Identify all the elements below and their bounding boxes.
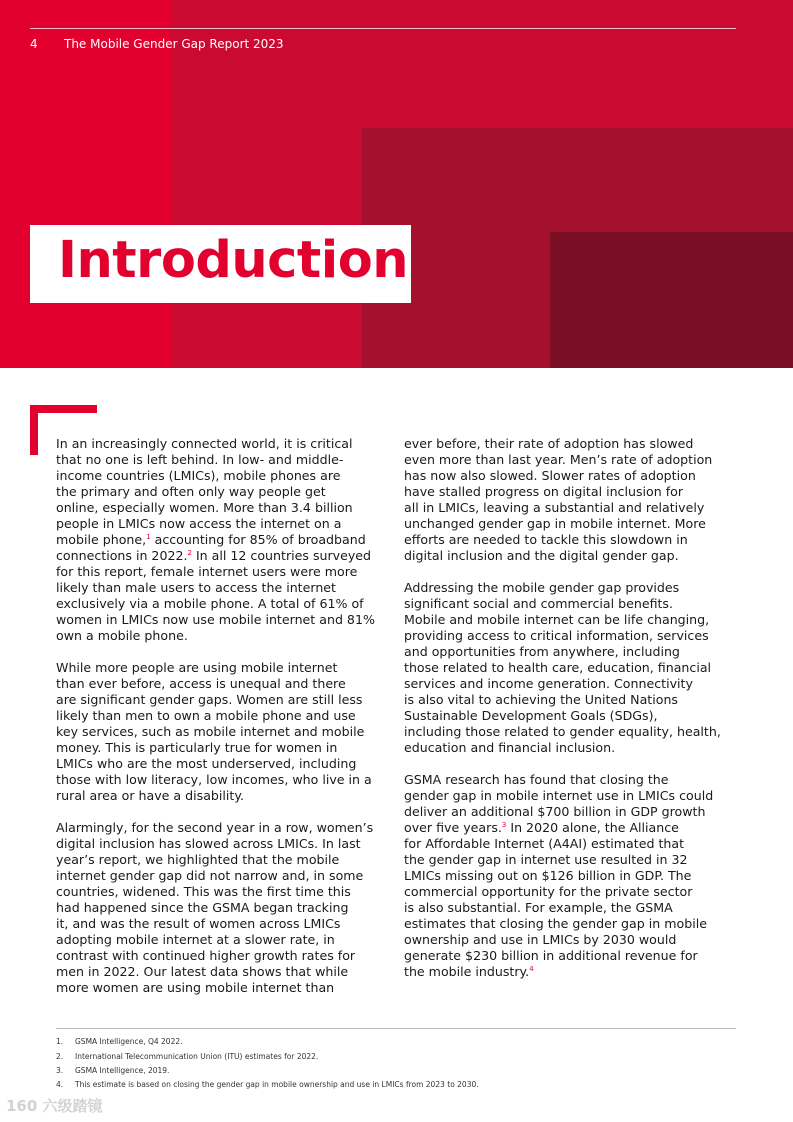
text-segment: mobile phone, bbox=[56, 532, 147, 547]
text-line: likely than men to own a mobile phone and use bbox=[56, 708, 356, 723]
text-line: and opportunities from anywhere, including bbox=[404, 644, 680, 659]
footnote-number: 3. bbox=[56, 1066, 64, 1075]
text-line: year’s report, we highlighted that the mobile bbox=[56, 852, 340, 867]
footnote-number: 1. bbox=[56, 1037, 64, 1046]
watermark: 160 六级踏镜 bbox=[6, 1097, 103, 1115]
page-title: Introduction bbox=[58, 231, 409, 290]
text-line: women in LMICs now use mobile internet and 81% bbox=[56, 612, 375, 627]
footnote-text: GSMA Intelligence, Q4 2022. bbox=[75, 1037, 183, 1046]
text-line: Sustainable Development Goals (SDGs), bbox=[404, 708, 658, 723]
text-line bbox=[56, 548, 391, 564]
footnote bbox=[56, 1080, 479, 1089]
text-line: efforts are needed to tackle this slowdown in bbox=[404, 532, 688, 547]
text-line: all in LMICs, leaving a substantial and relatively bbox=[404, 500, 705, 515]
text-line: own a mobile phone. bbox=[56, 628, 188, 643]
text-line: In an increasingly connected world, it is critical bbox=[56, 436, 353, 451]
text-line: education and financial inclusion. bbox=[404, 740, 616, 755]
text-line: estimates that closing the gender gap in mobile bbox=[404, 916, 707, 931]
footnote-ref[interactable]: 4 bbox=[529, 965, 534, 973]
text-line: is also substantial. For example, the GSMA bbox=[404, 900, 673, 915]
text-line: it, and was the result of women across LMICs bbox=[56, 916, 341, 931]
text-line bbox=[404, 964, 739, 980]
text-segment: the mobile industry. bbox=[404, 964, 530, 979]
accent-bracket bbox=[30, 405, 38, 455]
text-line: those with low literacy, low incomes, who live in a bbox=[56, 772, 372, 787]
paragraph bbox=[56, 660, 391, 804]
running-title: The Mobile Gender Gap Report 2023 bbox=[64, 37, 284, 51]
footnote-ref[interactable]: 2 bbox=[187, 549, 192, 557]
footnote-number: 2. bbox=[56, 1052, 64, 1061]
text-line: had happened since the GSMA began tracking bbox=[56, 900, 349, 915]
text-segment: In 2020 alone, the Alliance bbox=[506, 820, 679, 835]
paragraph bbox=[56, 436, 391, 644]
footnote-rule bbox=[56, 1028, 736, 1029]
text-line: ownership and use in LMICs by 2030 would bbox=[404, 932, 677, 947]
text-line: more women are using mobile internet than bbox=[56, 980, 335, 995]
text-line: likely than male users to access the internet bbox=[56, 580, 336, 595]
text-segment: accounting for 85% of broadband bbox=[150, 532, 366, 547]
paragraph bbox=[404, 772, 739, 980]
text-line bbox=[56, 532, 391, 548]
text-line: Mobile and mobile internet can be life changing, bbox=[404, 612, 710, 627]
text-line: men in 2022. Our latest data shows that while bbox=[56, 964, 349, 979]
text-line: gender gap in mobile internet use in LMICs could bbox=[404, 788, 714, 803]
page-number: 4 bbox=[30, 37, 38, 51]
title-box bbox=[30, 225, 411, 303]
footnote-text: GSMA Intelligence, 2019. bbox=[75, 1066, 170, 1075]
hero-band bbox=[550, 232, 793, 368]
text-line: Addressing the mobile gender gap provides bbox=[404, 580, 680, 595]
text-segment: over five years. bbox=[404, 820, 502, 835]
text-line: even more than last year. Men’s rate of adoption bbox=[404, 452, 713, 467]
text-line: digital inclusion and the digital gender gap. bbox=[404, 548, 679, 563]
text-line: online, especially women. More than 3.4 billion bbox=[56, 500, 353, 515]
footnote-text: This estimate is based on closing the gender gap in mobile ownership and use in LMICs from 2023 to 2030. bbox=[75, 1080, 479, 1089]
text-line: unchanged gender gap in mobile internet. More bbox=[404, 516, 706, 531]
text-line: money. This is particularly true for women in bbox=[56, 740, 338, 755]
text-line: Alarmingly, for the second year in a row, women’s bbox=[56, 820, 374, 835]
text-line bbox=[404, 820, 739, 836]
text-line: While more people are using mobile internet bbox=[56, 660, 338, 675]
text-line: services and income generation. Connectivity bbox=[404, 676, 693, 691]
text-line: rural area or have a disability. bbox=[56, 788, 245, 803]
text-line: for this report, female internet users were more bbox=[56, 564, 358, 579]
text-line: commercial opportunity for the private sector bbox=[404, 884, 693, 899]
text-line: have stalled progress on digital inclusion for bbox=[404, 484, 684, 499]
text-line: the gender gap in internet use resulted in 32 bbox=[404, 852, 688, 867]
text-line: has now also slowed. Slower rates of adoption bbox=[404, 468, 696, 483]
text-line: ever before, their rate of adoption has slowed bbox=[404, 436, 694, 451]
text-line: those related to health care, education, financial bbox=[404, 660, 712, 675]
footnote-text: International Telecommunication Union (ITU) estimates for 2022. bbox=[75, 1052, 319, 1061]
footnote-ref[interactable]: 3 bbox=[501, 821, 507, 829]
text-line: the primary and often only way people get bbox=[56, 484, 326, 499]
text-column-left bbox=[56, 436, 391, 996]
text-line: adopting mobile internet at a slower rate, in bbox=[56, 932, 335, 947]
text-line: digital inclusion has slowed across LMICs. In last bbox=[56, 836, 361, 851]
footnote bbox=[56, 1052, 318, 1061]
text-line: LMICs who are the most underserved, including bbox=[56, 756, 357, 771]
paragraph bbox=[56, 820, 391, 996]
text-column-right bbox=[404, 436, 739, 980]
hero-banner bbox=[0, 0, 793, 368]
text-line: key services, such as mobile internet and mobile bbox=[56, 724, 365, 739]
text-line: internet gender gap did not narrow and, in some bbox=[56, 868, 364, 883]
text-line: income countries (LMICs), mobile phones are bbox=[56, 468, 341, 483]
text-line: countries, widened. This was the first time this bbox=[56, 884, 351, 899]
accent-bracket bbox=[30, 405, 97, 413]
text-line: is also vital to achieving the United Nations bbox=[404, 692, 678, 707]
text-line: than ever before, access is unequal and there bbox=[56, 676, 346, 691]
text-line: exclusively via a mobile phone. A total of 61% of bbox=[56, 596, 364, 611]
text-line: including those related to gender equality, health, bbox=[404, 724, 721, 739]
text-line: contrast with continued higher growth rates for bbox=[56, 948, 356, 963]
footnote-ref[interactable]: 1 bbox=[146, 533, 151, 541]
text-line: LMICs missing out on $126 billion in GDP. The bbox=[404, 868, 692, 883]
paragraph bbox=[404, 580, 739, 756]
text-line: for Affordable Internet (A4AI) estimated that bbox=[404, 836, 685, 851]
text-line: providing access to critical information, services bbox=[404, 628, 709, 643]
text-line: deliver an additional $700 billion in GDP growth bbox=[404, 804, 706, 819]
footnote bbox=[56, 1037, 183, 1046]
text-line: GSMA research has found that closing the bbox=[404, 772, 669, 787]
footnote bbox=[56, 1066, 169, 1075]
text-line: generate $230 billion in additional revenue for bbox=[404, 948, 698, 963]
text-line: that no one is left behind. In low- and middle- bbox=[56, 452, 344, 467]
text-line: are significant gender gaps. Women are still less bbox=[56, 692, 363, 707]
text-line: significant social and commercial benefits. bbox=[404, 596, 674, 611]
text-segment: connections in 2022. bbox=[56, 548, 188, 563]
text-segment: In all 12 countries surveyed bbox=[191, 548, 372, 563]
paragraph bbox=[404, 436, 739, 564]
text-line: people in LMICs now access the internet on a bbox=[56, 516, 342, 531]
footnote-number: 4. bbox=[56, 1080, 64, 1089]
header-rule bbox=[30, 28, 736, 29]
